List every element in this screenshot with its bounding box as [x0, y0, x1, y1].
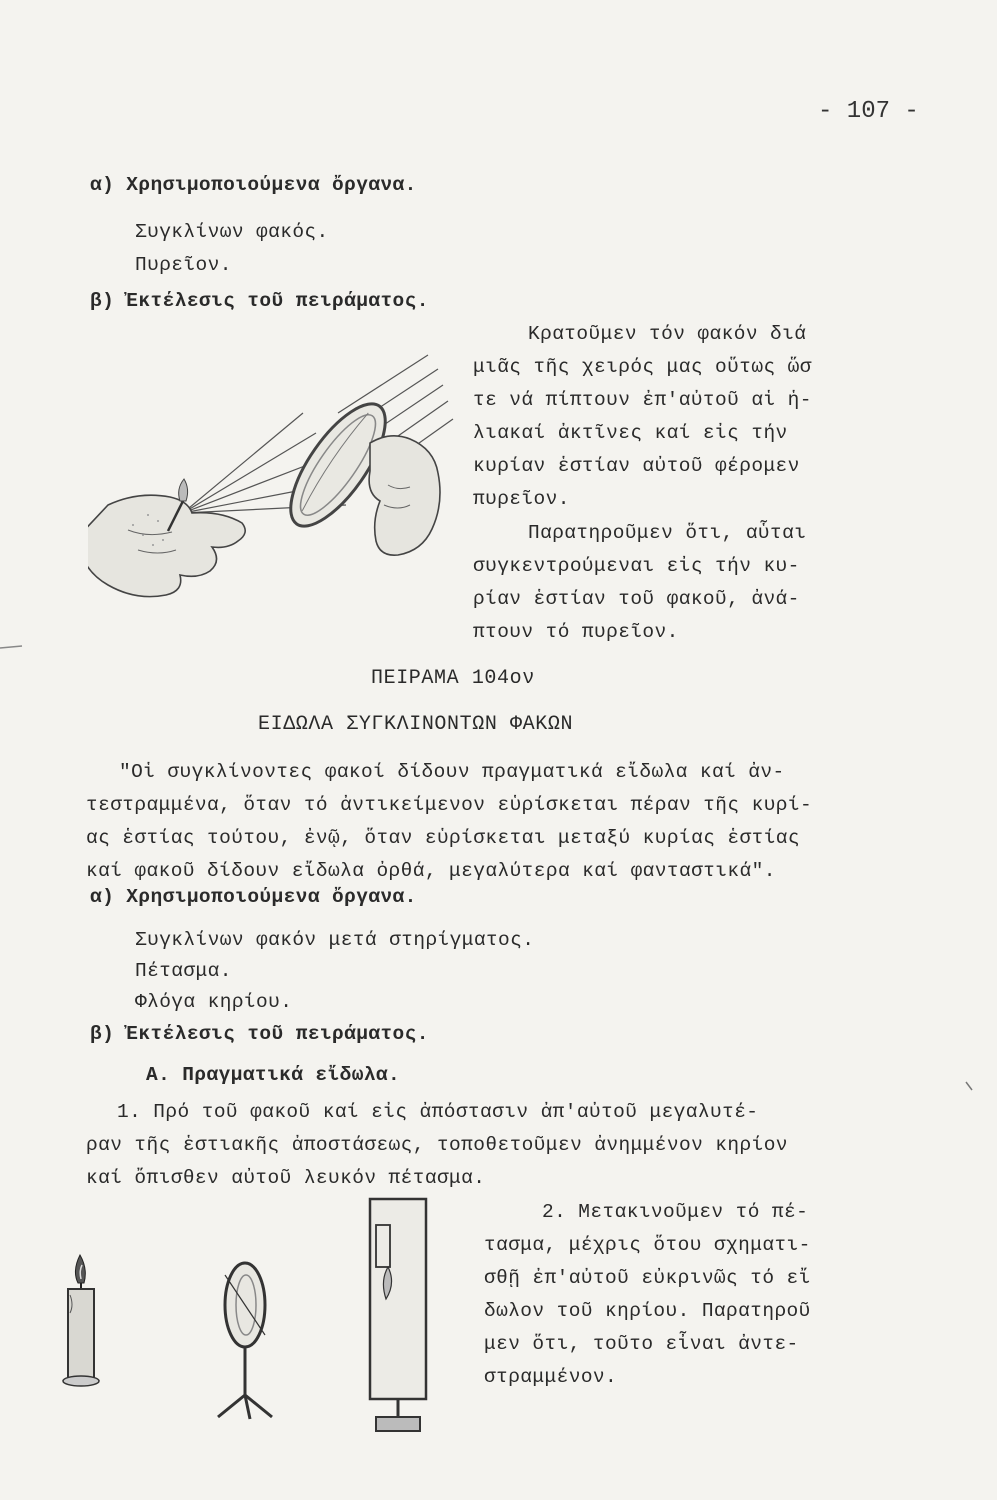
candle-lens-screen-illustration	[50, 1195, 450, 1445]
tools-heading-2: α) Χρησιμοποιούμενα ὄργανα.	[90, 886, 417, 908]
execution-heading-2: β) Ἐκτέλεσις τοῦ πειράματος.	[90, 1023, 429, 1045]
screen-icon	[370, 1199, 426, 1431]
tools-heading-1: α) Χρησιμοποιούμενα ὄργανα.	[90, 174, 417, 196]
para1-line: Κρατοῦμεν τόν φακόν διά	[528, 323, 807, 345]
tool-item-5: Φλόγα κηρίου.	[135, 991, 293, 1013]
para2-line: ρίαν ἑστίαν τοῦ φακοῦ, ἀνά-	[473, 588, 800, 610]
sub-heading: Α. Πραγματικά εἴδωλα.	[146, 1064, 401, 1086]
left-hand-icon	[88, 495, 245, 596]
lens-stand-icon	[218, 1263, 272, 1419]
magnifying-lens-illustration	[88, 335, 478, 625]
para1-line: πυρεῖον.	[473, 488, 570, 510]
tool-item-2: Πυρεῖον.	[135, 254, 232, 276]
tool-item-4: Πέτασμα.	[135, 960, 232, 982]
step2-line: τασμα, μέχρις ὅτου σχηματι-	[484, 1234, 811, 1256]
quote-line: "Οἱ συγκλίνοντες φακοί δίδουν πραγματικά εἴδωλα καί ἀν-	[119, 761, 785, 783]
flame-icon	[179, 479, 188, 501]
para1-line: μιᾶς τῆς χειρός μας οὕτως ὥσ	[473, 356, 812, 378]
experiment-title: ΕΙΔΩΛΑ ΣΥΓΚΛΙΝΟΝΤΩΝ ΦΑΚΩΝ	[258, 713, 574, 736]
execution-heading-1: β) Ἐκτέλεσις τοῦ πειράματος.	[90, 290, 429, 312]
page-number: - 107 -	[818, 98, 919, 125]
quote-line: καί φακοῦ δίδουν εἴδωλα ὀρθά, μεγαλύτερα καί φανταστικά".	[86, 860, 776, 882]
right-hand-icon	[369, 436, 440, 555]
para1-line: τε νά πίπτουν ἐπ'αὐτοῦ αἱ ἡ-	[473, 389, 812, 411]
para1-line: κυρίαν ἑστίαν αὐτοῦ φέρομεν	[473, 455, 800, 477]
quote-line: τεστραμμένα, ὅταν τό ἀντικείμενον εὑρίσκεται πέραν τῆς κυρί-	[86, 794, 813, 816]
step2-line: στραμμένον.	[484, 1366, 618, 1388]
tool-item-1: Συγκλίνων φακός.	[135, 221, 329, 243]
step2-line: σθῇ ἐπ'αὐτοῦ εὐκρινῶς τό εἴ	[484, 1267, 811, 1289]
step1-line: ραν τῆς ἑστιακῆς ἀποστάσεως, τοποθετοῦμεν ἀνημμένον κηρίον	[86, 1134, 788, 1156]
step2-line: μεν ὅτι, τοῦτο εἶναι ἀντε-	[484, 1333, 799, 1355]
para2-line: Παρατηροῦμεν ὅτι, αὗται	[528, 522, 807, 544]
tool-item-3: Συγκλίνων φακόν μετά στηρίγματος.	[135, 929, 535, 951]
para2-line: πτουν τό πυρεῖον.	[473, 621, 679, 643]
candle-icon	[63, 1255, 99, 1386]
para1-line: λιακαί ἀκτῖνες καί εἰς τήν	[473, 422, 788, 444]
quote-line: ας ἑστίας τούτου, ἐνῷ, ὅταν εὑρίσκεται μεταξύ κυρίας ἑστίας	[86, 827, 801, 849]
step1-line: καί ὄπισθεν αὐτοῦ λευκόν πέτασμα.	[86, 1167, 486, 1189]
experiment-number: ΠΕΙΡΑΜΑ 104ον	[371, 667, 535, 690]
step2-line: δωλον τοῦ κηρίου. Παρατηροῦ	[484, 1300, 811, 1322]
step2-line: 2. Μετακινοῦμεν τό πέ-	[542, 1201, 809, 1223]
step1-line: 1. Πρό τοῦ φακοῦ καί εἰς ἀπόστασιν ἀπ'αὐτοῦ μεγαλυτέ-	[117, 1101, 759, 1123]
para2-line: συγκεντρούμεναι εἰς τήν κυ-	[473, 555, 800, 577]
